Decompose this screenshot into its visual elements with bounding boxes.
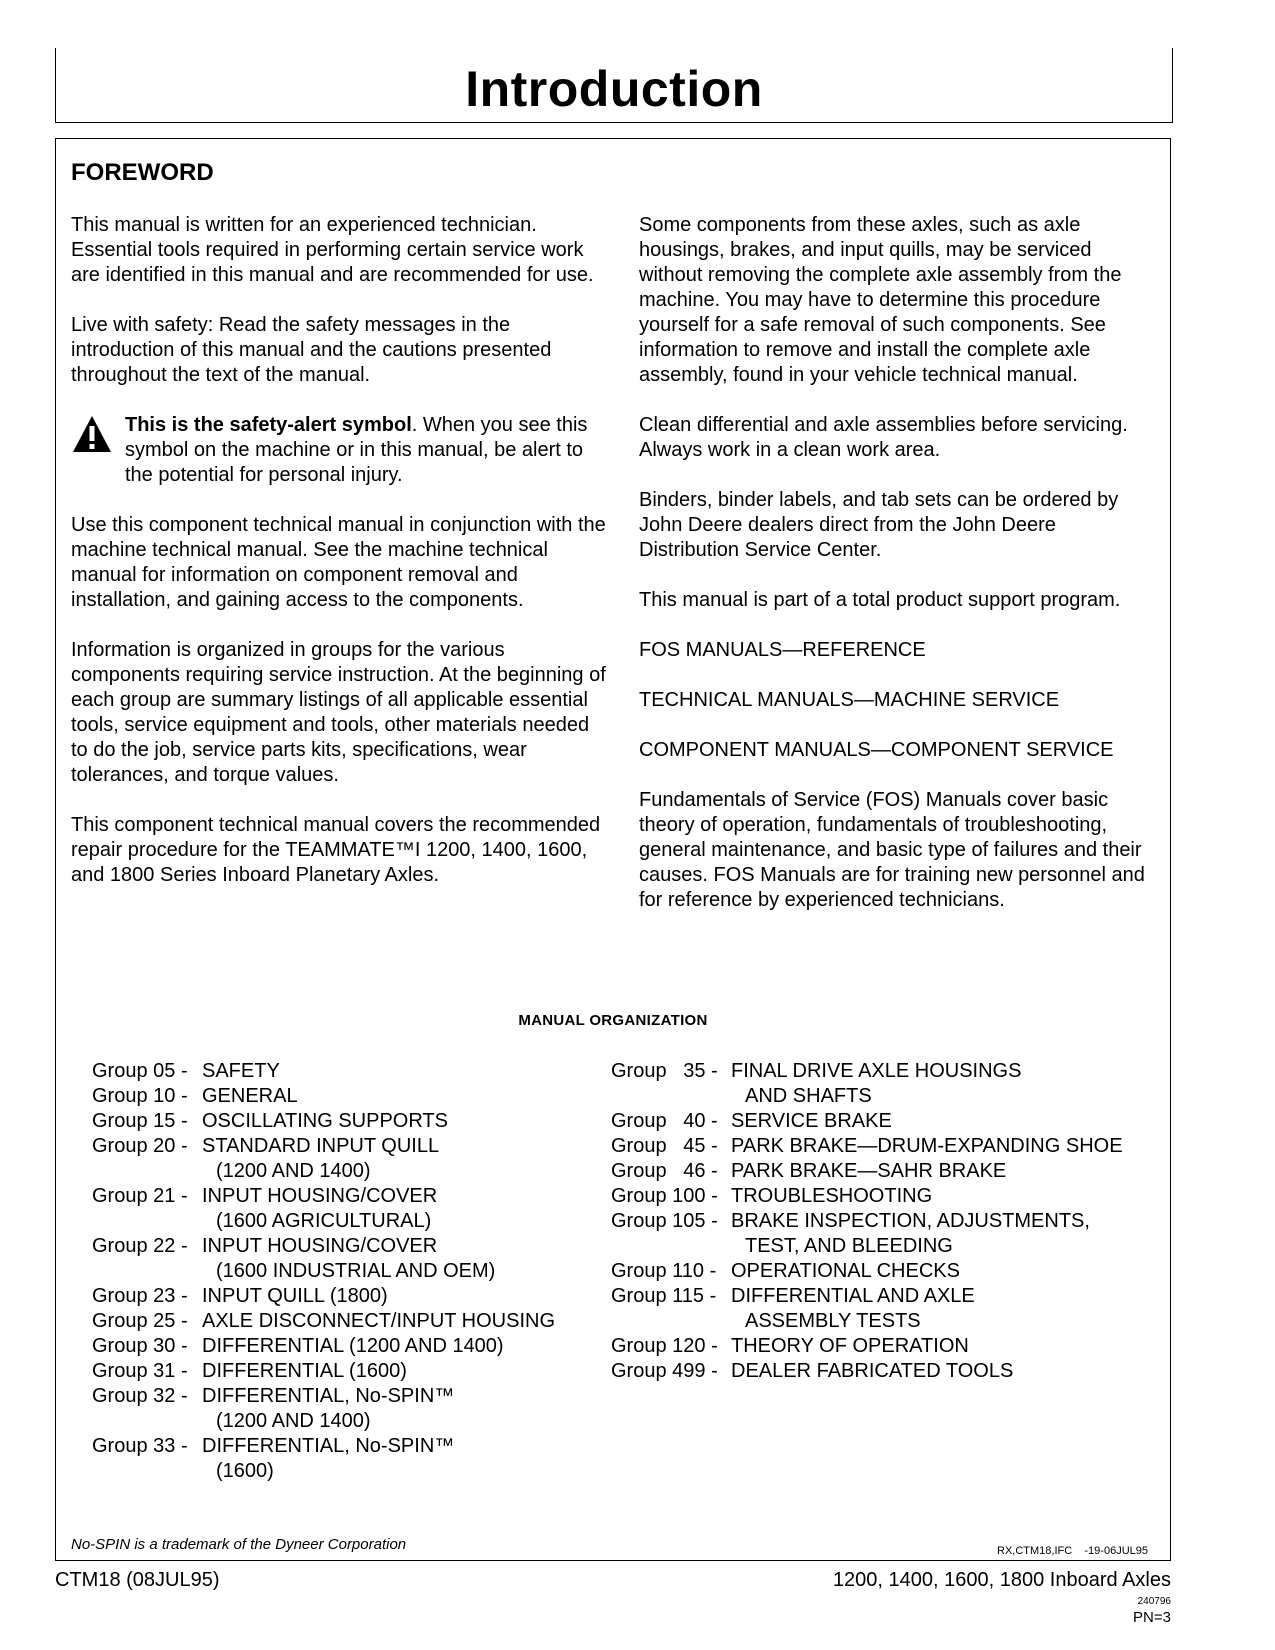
group-item — [611, 1284, 1156, 1334]
group-title-continuation: (1200 AND 1400) — [216, 1410, 371, 1432]
group-number: Group 100 - — [611, 1185, 718, 1207]
group-item — [92, 1059, 592, 1084]
safety-alert-note — [71, 413, 611, 488]
paragraph: Use this component technical manual in conjunction with the machine technical manual. See the machine technical manual for information on component removal and installation, and gaining access to the components. — [71, 514, 606, 611]
group-title: DIFFERENTIAL, No-SPIN™ — [202, 1435, 455, 1457]
group-item — [611, 1159, 1156, 1184]
footer-manual-id: CTM18 (08JUL95) — [55, 1569, 220, 1591]
group-number: Group 31 - — [92, 1360, 188, 1382]
group-number: Group 32 - — [92, 1385, 188, 1407]
foreword-left-column — [71, 213, 611, 913]
paragraph: Clean differential and axle assemblies before servicing. Always work in a clean work area. — [639, 414, 1128, 461]
group-title-continuation: ASSEMBLY TESTS — [745, 1310, 921, 1332]
footer-manual-title: 1200, 1400, 1600, 1800 Inboard Axles — [832, 1569, 1171, 1591]
group-title: OSCILLATING SUPPORTS — [202, 1110, 448, 1132]
group-item — [611, 1209, 1156, 1259]
group-title-continuation: (1200 AND 1400) — [216, 1160, 371, 1182]
paragraph: TECHNICAL MANUALS—MACHINE SERVICE — [639, 689, 1060, 711]
group-title-continuation: (1600 INDUSTRIAL AND OEM) — [216, 1260, 496, 1282]
group-title: DIFFERENTIAL AND AXLE — [731, 1285, 975, 1307]
group-title-continuation: TEST, AND BLEEDING — [745, 1235, 953, 1257]
group-title-continuation: (1600 AGRICULTURAL) — [216, 1210, 432, 1232]
paragraph: Information is organized in groups for the various components requiring service instruction. At the beginning of each group are summary listings of all applicable essential tools, service equipment and tools, other materials needed to do the job, service parts kits, specifications, wear tolerances, and torque values. — [71, 639, 606, 786]
group-list-left — [92, 1059, 592, 1484]
group-number: Group 21 - — [92, 1185, 188, 1207]
group-number: Group 499 - — [611, 1360, 718, 1382]
title-box — [55, 48, 1173, 123]
safety-alert-text: . When you see this symbol on the machine or in this manual, be alert to the potential for personal injury. — [125, 414, 588, 486]
safety-alert-icon — [71, 414, 113, 454]
group-number: Group 110 - — [611, 1260, 717, 1282]
group-title: GENERAL — [202, 1085, 298, 1107]
document-code: RX,CTM18,IFC -19-06JUL95 — [997, 1545, 1148, 1557]
content-box — [55, 138, 1171, 1561]
group-title: TROUBLESHOOTING — [731, 1185, 933, 1207]
group-item — [92, 1284, 592, 1309]
group-title: FINAL DRIVE AXLE HOUSINGS — [731, 1060, 1022, 1082]
group-number: Group 35 - — [611, 1060, 718, 1082]
group-title: INPUT QUILL (1800) — [202, 1285, 388, 1307]
group-item — [92, 1109, 592, 1134]
group-title: AXLE DISCONNECT/INPUT HOUSING — [202, 1310, 556, 1332]
group-title: PARK BRAKE—SAHR BRAKE — [731, 1160, 1007, 1182]
group-title-continuation: (1600) — [216, 1460, 274, 1482]
paragraph: This manual is part of a total product support program. — [639, 589, 1121, 611]
group-item — [92, 1359, 592, 1384]
group-title: BRAKE INSPECTION, ADJUSTMENTS, — [731, 1210, 1090, 1232]
group-number: Group 46 - — [611, 1160, 718, 1182]
group-title: INPUT HOUSING/COVER — [202, 1185, 438, 1207]
group-title: DEALER FABRICATED TOOLS — [731, 1360, 1014, 1382]
group-number: Group 30 - — [92, 1335, 188, 1357]
safety-alert-bold-text: This is the safety-alert symbol — [125, 414, 412, 436]
group-number: Group 05 - — [92, 1060, 188, 1082]
group-number: Group 22 - — [92, 1235, 188, 1257]
group-number: Group 20 - — [92, 1135, 188, 1157]
group-title: THEORY OF OPERATION — [731, 1335, 969, 1357]
group-title: PARK BRAKE—DRUM-EXPANDING SHOE — [731, 1135, 1123, 1157]
group-item — [92, 1384, 592, 1434]
foreword-right-column — [639, 213, 1159, 938]
paragraph: Some components from these axles, such as axle housings, brakes, and input quills, may be serviced without removing the complete axle assembly from the machine. You may have to determine this procedure yourself for a safe removal of such components. See information to remove and install the complete axle assembly, found in your vehicle technical manual. — [639, 214, 1122, 386]
group-item — [611, 1134, 1156, 1159]
paragraph: Binders, binder labels, and tab sets can be ordered by John Deere dealers direct from the John Deere Distribution Service Center. — [639, 489, 1119, 561]
group-item — [92, 1234, 592, 1284]
page-number: PN=3 — [1133, 1609, 1171, 1626]
group-item — [92, 1309, 592, 1334]
group-number: Group 15 - — [92, 1110, 188, 1132]
group-title: DIFFERENTIAL (1200 AND 1400) — [202, 1335, 504, 1357]
group-number: Group 33 - — [92, 1435, 188, 1457]
group-item — [611, 1059, 1156, 1109]
group-number: Group 120 - — [611, 1335, 718, 1357]
group-title: SAFETY — [202, 1060, 280, 1082]
group-item — [611, 1184, 1156, 1209]
group-title: OPERATIONAL CHECKS — [731, 1260, 960, 1282]
paragraph: Live with safety: Read the safety messages in the introduction of this manual and the cautions presented throughout the text of the manual. — [71, 314, 552, 386]
paragraph: Fundamentals of Service (FOS) Manuals cover basic theory of operation, fundamentals of troubleshooting, general maintenance, and basic type of failures and their causes. FOS Manuals are for training new personnel and for reference by experienced technicians. — [639, 789, 1145, 911]
group-title: DIFFERENTIAL (1600) — [202, 1360, 407, 1382]
group-item — [92, 1084, 592, 1109]
group-number: Group 25 - — [92, 1310, 188, 1332]
group-number: Group 45 - — [611, 1135, 718, 1157]
group-number: Group 105 - — [611, 1210, 718, 1232]
footer-number: 240796 — [1137, 1596, 1171, 1607]
foreword-heading: FOREWORD — [71, 159, 214, 186]
group-number: Group 40 - — [611, 1110, 718, 1132]
group-item — [92, 1334, 592, 1359]
paragraph: This component technical manual covers the recommended repair procedure for the TEAMMATE™I 1200, 1400, 1600, and 1800 Series Inboard Planetary Axles. — [71, 814, 601, 886]
group-number: Group 115 - — [611, 1285, 717, 1307]
group-item — [611, 1334, 1156, 1359]
group-title: STANDARD INPUT QUILL — [202, 1135, 440, 1157]
group-item — [611, 1259, 1156, 1284]
group-item — [92, 1434, 592, 1484]
group-title: INPUT HOUSING/COVER — [202, 1235, 438, 1257]
group-title: DIFFERENTIAL, No-SPIN™ — [202, 1385, 455, 1407]
manual-organization-heading: MANUAL ORGANIZATION — [518, 1012, 708, 1029]
paragraph: COMPONENT MANUALS—COMPONENT SERVICE — [639, 739, 1114, 761]
group-item — [611, 1109, 1156, 1134]
paragraph: This manual is written for an experienced technician. Essential tools required in performing certain service work are identified in this manual and are recommended for use. — [71, 214, 594, 286]
group-number: Group 10 - — [92, 1085, 188, 1107]
group-number: Group 23 - — [92, 1285, 188, 1307]
paragraph: FOS MANUALS—REFERENCE — [639, 639, 926, 661]
group-list-right — [611, 1059, 1156, 1384]
group-title: SERVICE BRAKE — [731, 1110, 892, 1132]
group-title-continuation: AND SHAFTS — [745, 1085, 872, 1107]
page-title: Introduction — [465, 61, 763, 117]
group-item — [92, 1134, 592, 1184]
trademark-note: No-SPIN is a trademark of the Dyneer Corporation — [71, 1536, 407, 1553]
group-item — [611, 1359, 1156, 1384]
group-item — [92, 1184, 592, 1234]
